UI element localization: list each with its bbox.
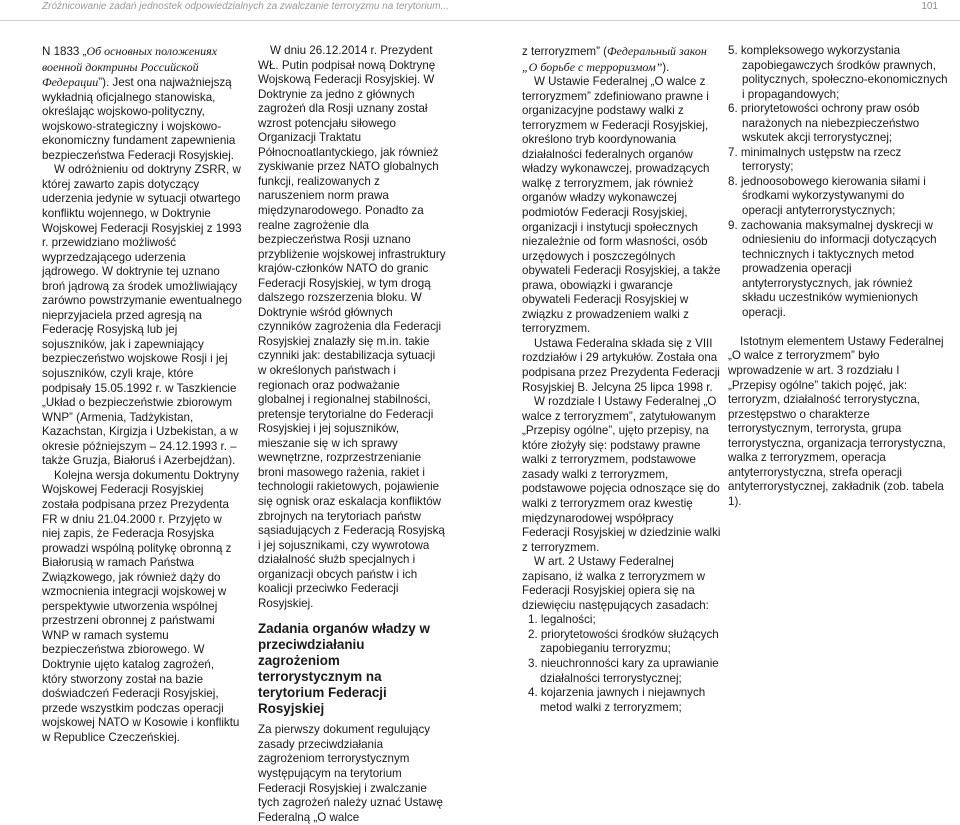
list-item: 6. priorytetowości ochrony praw osób narażonych na niebezpieczeństwo wskutek akcji terrorystycznej; [728, 102, 920, 145]
section-heading: Zadania organów władzy w przeciwdziałaniu zagrożeniom terrorystycznym na terytorium Federacji Rosyjskiej [258, 621, 430, 717]
text-run: N 1833 „ [42, 45, 87, 58]
paragraph: W odróżnieniu od doktryny ZSRR, w której zawarto zapis dotyczący uderzenia jedynie w sytuacji otwartego konfliktu wojennego, w Doktrynie Wojskowej Federacji Rosyjskiej z 1993 r. przewidziano możliwość wyprzedzającego uderzenia jądrowego. W doktrynie tej uznano broń jądrową za środek umożliwiający zarówno powstrzymanie ewentualnego nieprzyjaciela przed agresją na Federację Rosyjską lub jej sojuszników, jak i zapewniający bezpieczeństwo wojskowe Rosji i jej sojuszników, czyli kraje, które podpisały 15.05.1992 r. w Taszkiencie „Układ o bezpieczeństwie zbiorowym WNP” (Armenia, Tadżykistan, Kazachstan, Kirgizja i Uzbekistan, a w okresie późniejszym – 24.12.1993 r. – także Gruzja, Białoruś i Azerbejdżan). [42, 163, 242, 468]
text-run: ”). Jest ona najważniejszą wykładnią oficjalnego stanowiska, określając wojskowo-polityczny, wojskowo-strategiczny i wojskowo-ekonomiczny fundament zapewnienia bezpieczeństwa Federacji Rosyjskiej. [42, 76, 236, 162]
paragraph: W rozdziale I Ustawy Federalnej „O walce z terroryzmem”, zatytułowanym „Przepisy ogólne”, ujęto przepisy, na które złożyły się: podstawy prawne walki z terroryzmem, podstawowe zasady walki z terroryzmem, podstawowe pojęcia odnoszące się do walki z terroryzmem oraz kwestię międzynarodowej współpracy Federacji Rosyjskiej w dziedzinie walki z terroryzmem. [522, 395, 721, 554]
paragraph [42, 44, 242, 163]
list-item: 7. minimalnych ustępstw na rzecz terrorysty; [728, 145, 902, 174]
page-number: 101 [921, 1, 938, 12]
text-column-3 [522, 44, 722, 715]
list-item: 9. zachowania maksymalnej dyskrecji w odniesieniu do informacji dotyczących technicznych i taktycznych metod prowadzenia operacji antyterrorystycznych, jak również składu uczestników wymienionych operacji. [728, 218, 937, 319]
paragraph: W art. 2 Ustawy Federalnej zapisano, iż walka z terroryzmem w Federacji Rosyjskiej opiera się na dziewięciu następujących zasadach: [522, 555, 709, 612]
principles-list-wrap [522, 613, 722, 715]
paragraph: Kolejna wersja dokumentu Doktryny Wojskowej Federacji Rosyjskiej została podpisana przez Prezydenta FR w dniu 21.04.2000 r. Przyjęto w niej zapis, że Federacja Rosyjska prowadzi wspólną politykę obronną z Białorusią w ramach Państwa Związkowego, jak również dąży do wzmocnienia integracji wojskowej w perspektywie utworzenia wspólnej przestrzeni obronnej z państwami WNP w ramach systemu bezpieczeństwa zbiorowego. W Doktrynie ujęto katalog zagrożeń, który stworzony został na bazie doświadczeń Federacji Rosyjskiej, przede wszystkim podczas operacji wojskowej NATO w Kosowie i konfliktu w Republice Czeczeńskiej. [42, 468, 240, 744]
paragraph: Ustawa Federalna składa się z VIII rozdziałów i 29 artykułów. Została ona podpisana przez Prezydenta Federacji Rosyjskiej B. Jelcyna 25 lipca 1998 r. [522, 336, 720, 394]
list-item: 8. jednoosobowego kierowania siłami i środkami wykorzystywanymi do operacji antyterrorystycznych; [728, 174, 926, 218]
list-item: 4. kojarzenia jawnych i niejawnych metod walki z terroryzmem; [528, 686, 706, 714]
principles-list-continued [728, 44, 948, 320]
russian-title: Об основных положениях военной доктрины Российской Федерации [42, 44, 218, 90]
text-column-2 [258, 44, 446, 825]
text-column-4 [728, 44, 948, 509]
paragraph: W dniu 26.12.2014 r. Prezydent WŁ. Putin podpisał nową Doktrynę Wojskową Federacji Rosyjskiej. W Doktrynie za jedno z głównych zagrożeń dla Rosji uznany został wzrost potencjału siłowego Organizacji Traktatu Północnoatlantyckiego, jak również zyskiwanie przez NATO globalnych funkcji, realizowanych z naruszeniem norm prawa międzynarodowego. Ponadto za realne zagrożenie dla bezpieczeństwa Rosji uznano przybliżenie wojskowej infrastruktury krajów-członków NATO do granic Federacji Rosyjskiej, w tym drogą dalszego rozszerzenia bloku. W Doktrynie wśród głównych czynników zagrożenia dla Federacji Rosyjskiej znalazły się m.in. takie czynniki jak: destabilizacja sytuacji w określonych państwach i regionach oraz podważanie globalnej i regionalnej stabilności, pretensje terytorialne do Federacji Rosyjskiej i jej sojuszników, mieszanie się w ich sprawy wewnętrzne, rozprzestrzenianie broni masowego rażenia, rakiet i technologii rakietowych, pojawienie się ognisk oraz eskalacja konfliktów zbrojnych na terytoriach państw sąsiadujących z Federacją Rosyjską i jej sojusznikami, czy wywrotowa działalność służb specjalnych i organizacji obcych państw i ich koalicji przeciwko Federacji Rosyjskiej. [258, 44, 446, 610]
text-column-1 [42, 44, 242, 745]
list-item: 3. nieuchronności kary za uprawianie działalności terrorystycznej; [528, 656, 719, 685]
text-run: z terroryzmem” ( [522, 45, 608, 58]
text-run: ). [662, 60, 670, 74]
russian-title: Федеральный закон „О борьбе с терроризмом” [522, 44, 707, 74]
page-header [0, 0, 960, 21]
running-title: Zróżnicowanie zadań jednostek odpowiedzialnych za zwalczanie terroryzmu na terytorium... [42, 1, 449, 12]
list-item: 2. priorytetowości środków służących zapobieganiu terroryzmu; [528, 627, 719, 656]
paragraph: W Ustawie Federalnej „O walce z terroryzmem” zdefiniowano prawne i organizacyjne podstawy walki z terroryzmem w Federacji Rosyjskiej, określono tryb koordynowania działalności federalnych organów władzy wykonawczej, prowadzących walkę z terroryzmem, jak również organów władzy wykonawczej podmiotów Federacji Rosyjskiej, organizacji i instytucji społecznych niezależnie od form własności, osób urzędowych i poszczególnych obywateli Federacji Rosyjskiej, a także prawa, obowiązki i gwarancje obywateli Federacji Rosyjskiej w związku z prowadzeniem walki z terroryzmem. [522, 75, 721, 336]
principles-list [528, 613, 722, 715]
paragraph: Za pierwszy dokument regulujący zasady przeciwdziałania zagrożeniom terrorystycznym występującym na terytorium Federacji Rosyjskiej i zwalczanie tych zagrożeń należy uznać Ustawę Federalną „O walce [258, 723, 443, 824]
paragraph: Istotnym elementem Ustawy Federalnej „O walce z terroryzmem” było wprowadzenie w art. 3 rozdziału I „Przepisy ogólne” takich pojęć, jak: terroryzm, działalność terrorystyczna, przestępstwo o charakterze terrorystycznym, terrorysta, grupa terrorystyczna, organizacja terrorystyczna, walka z terroryzmem, operacja antyterrorystyczna, strefa operacji antyterrorystycznej, zakładnik (zob. tabela 1). [728, 334, 946, 508]
list-item: 5. kompleksowego wykorzystania zapobiegawczych środków prawnych, politycznych, społeczno-ekonomicznych i propagandowych; [728, 44, 948, 101]
list-item: 1. legalności; [528, 613, 596, 627]
paragraph [522, 44, 722, 75]
